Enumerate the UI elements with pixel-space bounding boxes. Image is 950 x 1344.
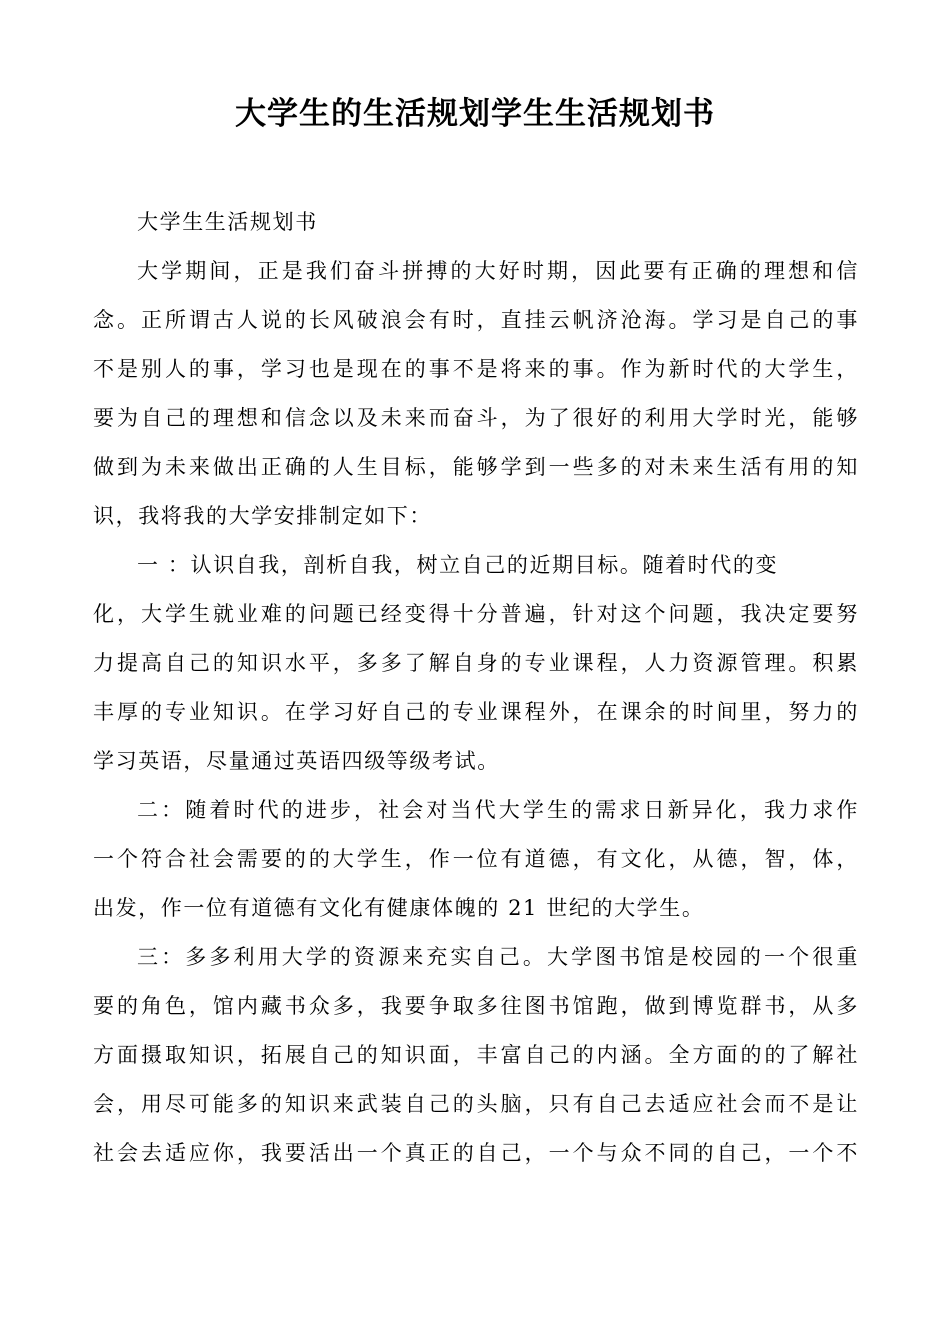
text-line: 要的角色，馆内藏书众多，我要争取多往图书馆跑，做到博览群书，从多	[93, 994, 859, 1018]
text-line: 大学期间，正是我们奋斗拼搏的大好时期，因此要有正确的理想和信	[137, 259, 859, 283]
text-line: 念。正所谓古人说的长风破浪会有时，直挂云帆济沧海。学习是自己的事	[93, 308, 859, 332]
text-line: 三：多多利用大学的资源来充实自己。大学图书馆是校园的一个很重	[137, 945, 859, 969]
text-line: 会，用尽可能多的知识来武装自己的头脑，只有自己去适应社会而不是让	[93, 1092, 859, 1116]
document-body	[93, 198, 859, 1178]
text-line: 丰厚的专业知识。在学习好自己的专业课程外，在课余的时间里，努力的	[93, 700, 859, 724]
text-line: 出发，作一位有道德有文化有健康体魄的 21 世纪的大学生。	[93, 896, 705, 920]
text-line: 一个符合社会需要的的大学生，作一位有道德，有文化，从德，智，体，	[93, 847, 859, 871]
text-line: 要为自己的理想和信念以及未来而奋斗，为了很好的利用大学时光，能够	[93, 406, 859, 430]
document-title: 大学生的生活规划学生生活规划书	[235, 96, 715, 132]
text-line: 不是别人的事，学习也是现在的事不是将来的事。作为新时代的大学生，	[93, 357, 859, 381]
text-line: 方面摄取知识，拓展自己的知识面，丰富自己的内涵。全方面的的了解社	[93, 1043, 859, 1067]
text-line: 力提高自己的知识水平，多多了解自身的专业课程，人力资源管理。积累	[93, 651, 859, 675]
text-line: 识，我将我的大学安排制定如下：	[93, 504, 432, 528]
text-line: 二：随着时代的进步，社会对当代大学生的需求日新异化，我力求作	[137, 798, 859, 822]
text-line: 大学生生活规划书	[137, 210, 318, 234]
text-line: 做到为未来做出正确的人生目标，能够学到一些多的对未来生活有用的知	[93, 455, 859, 479]
text-line: 化，大学生就业难的问题已经变得十分普遍，针对这个问题，我决定要努	[93, 602, 859, 626]
text-line: 学习英语，尽量通过英语四级等级考试。	[93, 749, 500, 773]
text-line: 社会去适应你，我要活出一个真正的自己，一个与众不同的自己，一个不	[93, 1141, 859, 1165]
text-line: 一 ：认识自我，剖析自我，树立自己的近期目标。随着时代的变	[137, 553, 779, 577]
